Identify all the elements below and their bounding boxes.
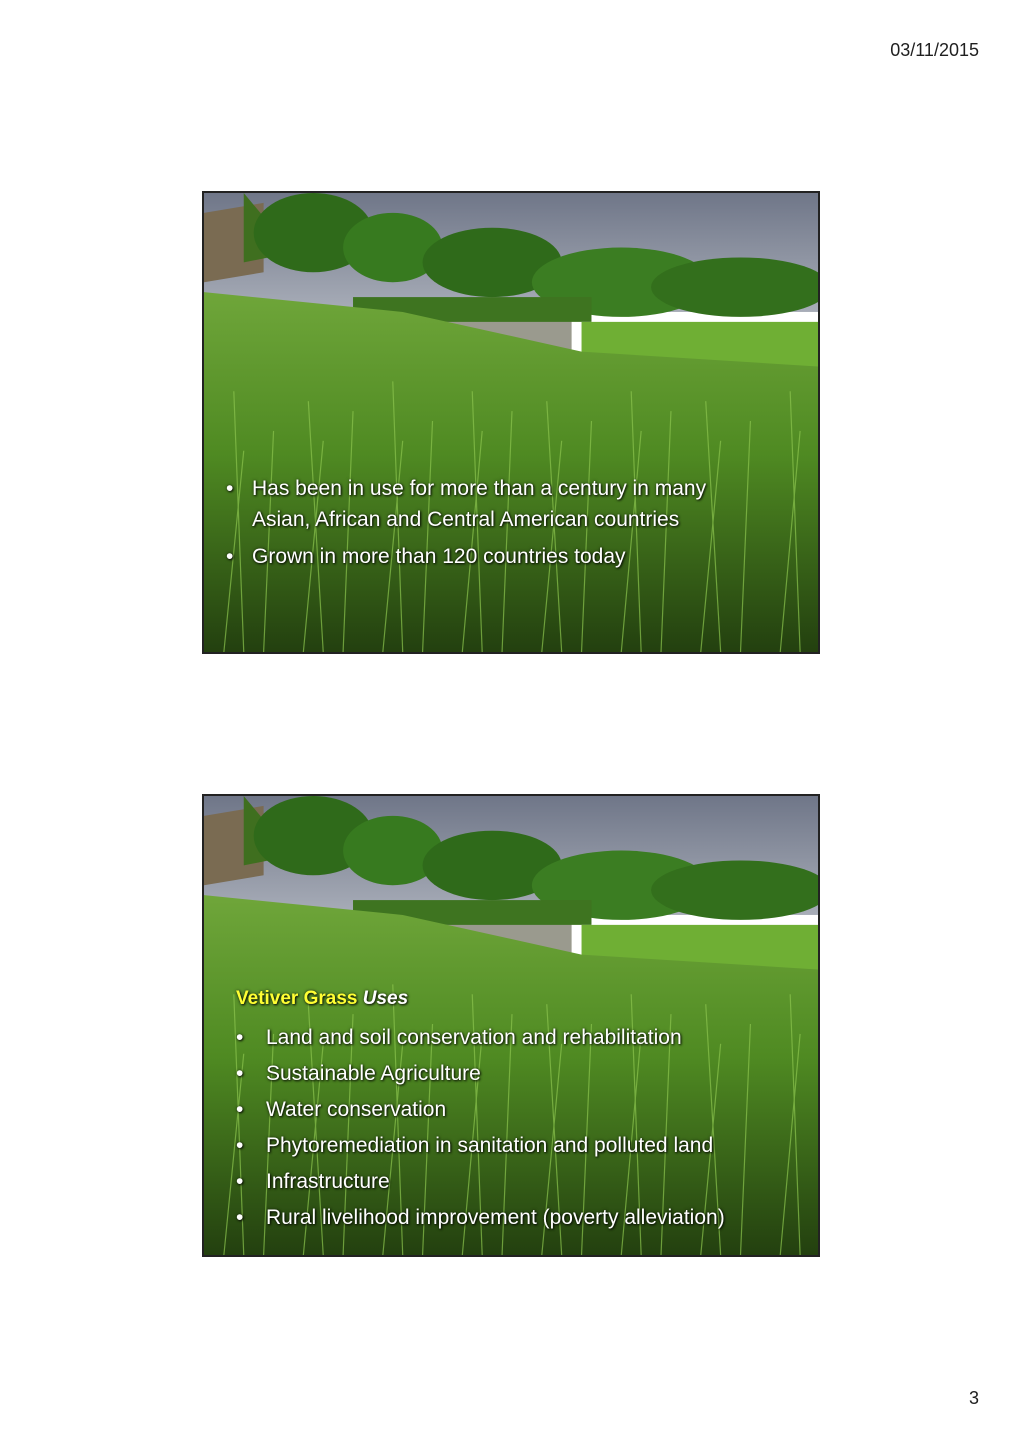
list-item: [236, 1020, 816, 1056]
list-item: [226, 473, 806, 535]
bullet-line: Asian, African and Central American countries: [252, 508, 680, 531]
bullet-icon: •: [236, 1206, 244, 1229]
slide-1-bullets: [226, 473, 806, 572]
slide-2-bullets: [236, 1020, 816, 1236]
bullet-icon: •: [236, 1098, 244, 1121]
bullet-text: Phytoremediation in sanitation and polluted land: [266, 1134, 714, 1157]
list-item: [226, 541, 806, 572]
bullet-icon: •: [236, 1026, 244, 1049]
slide-2: [202, 794, 820, 1257]
bullet-icon: •: [226, 477, 234, 500]
list-item: [236, 1056, 816, 1092]
page-number: 3: [968, 1388, 979, 1408]
bullet-icon: •: [236, 1062, 244, 1085]
bullet-text: Water conservation: [266, 1098, 447, 1121]
bullet-text: Rural livelihood improvement (poverty alleviation): [266, 1206, 725, 1229]
list-item: [236, 1164, 816, 1200]
heading-main: Vetiver Grass: [236, 988, 358, 1009]
bullet-line: Grown in more than 120 countries today: [252, 545, 626, 568]
bullet-text: Infrastructure: [266, 1170, 390, 1193]
bullet-icon: •: [236, 1170, 244, 1193]
heading-italic: Uses: [362, 988, 409, 1009]
bullet-icon: •: [236, 1134, 244, 1157]
slide-2-heading: [236, 988, 408, 1010]
bullet-text: Land and soil conservation and rehabilitation: [266, 1026, 682, 1049]
bullet-text: Sustainable Agriculture: [266, 1062, 481, 1085]
list-item: [236, 1128, 816, 1164]
bullet-line: Has been in use for more than a century in many: [252, 477, 707, 500]
list-item: [236, 1200, 816, 1236]
list-item: [236, 1092, 816, 1128]
bullet-icon: •: [226, 545, 234, 568]
slide-1: [202, 191, 820, 654]
page-date: 03/11/2015: [890, 40, 979, 60]
